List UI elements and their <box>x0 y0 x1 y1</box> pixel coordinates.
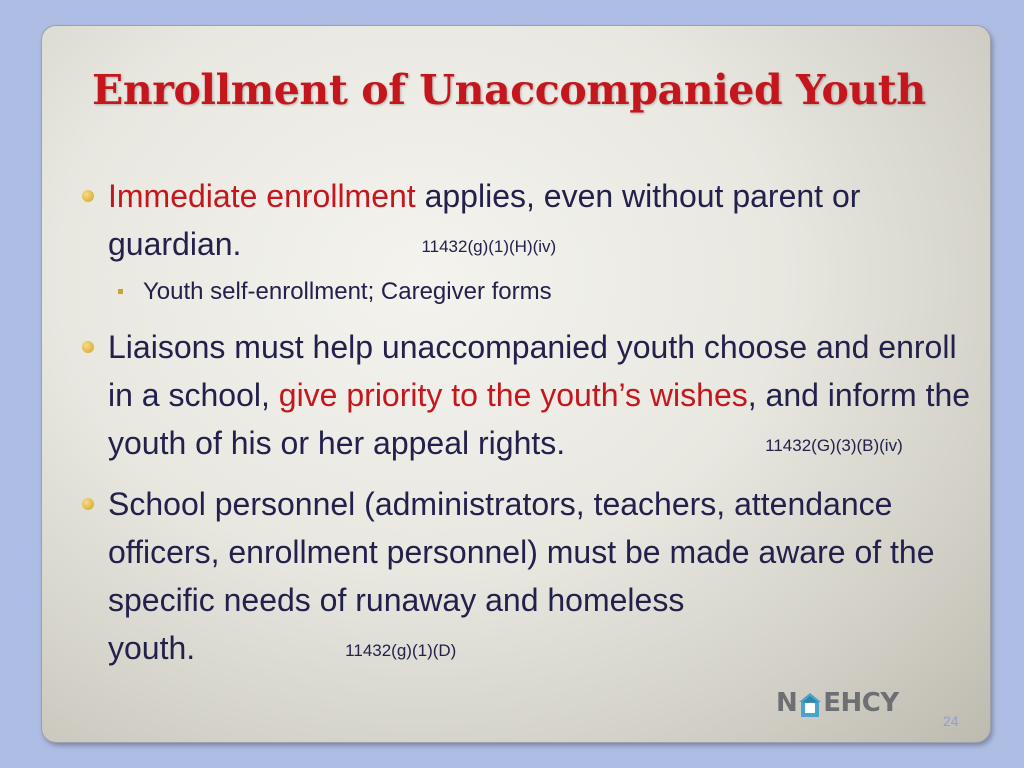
bullet-dot-icon <box>82 190 94 202</box>
bullet-text-before: Liaisons must help unaccompanied youth choose and enroll in a school, <box>108 329 957 413</box>
logo-text-right: EHCY <box>823 688 899 718</box>
bullet-liaisons <box>72 323 972 470</box>
bullet-list <box>72 172 972 675</box>
sub-bullet-item <box>108 271 972 313</box>
bullet-text: applies, even without parent or guardian. <box>108 178 861 262</box>
sub-bullet-list <box>108 271 972 313</box>
sub-bullet-text: Youth self-enrollment; Caregiver forms <box>143 278 552 305</box>
bullet-highlight: Immediate enrollment <box>108 178 416 214</box>
house-icon <box>798 692 822 718</box>
citation: 11432(G)(3)(B)(iv) <box>765 436 903 455</box>
nchey-logo <box>776 688 899 718</box>
bullet-highlight: give priority to the youth’s wishes <box>278 377 748 413</box>
slide <box>42 26 990 742</box>
bullet-dot-icon <box>82 498 94 510</box>
bullet-immediate-enrollment <box>72 172 972 313</box>
logo-text-left: N <box>776 688 798 718</box>
bullet-text-after: , and inform the youth of his or her appeal rights. <box>108 377 971 461</box>
bullet-text: School personnel (administrators, teachers, attendance officers, enrollment personnel) must be made aware of the specific needs of runaway and homeless youth. <box>108 486 935 666</box>
bullet-school-personnel <box>72 480 972 675</box>
page-number: 24 <box>943 713 959 729</box>
bullet-dot-icon <box>82 341 94 353</box>
citation: 11432(g)(1)(H)(iv) <box>421 237 557 256</box>
sub-bullet-square-icon <box>118 289 123 294</box>
slide-title: Enrollment of Unaccompanied Youth <box>92 66 926 114</box>
citation: 11432(g)(1)(D) <box>345 641 457 660</box>
